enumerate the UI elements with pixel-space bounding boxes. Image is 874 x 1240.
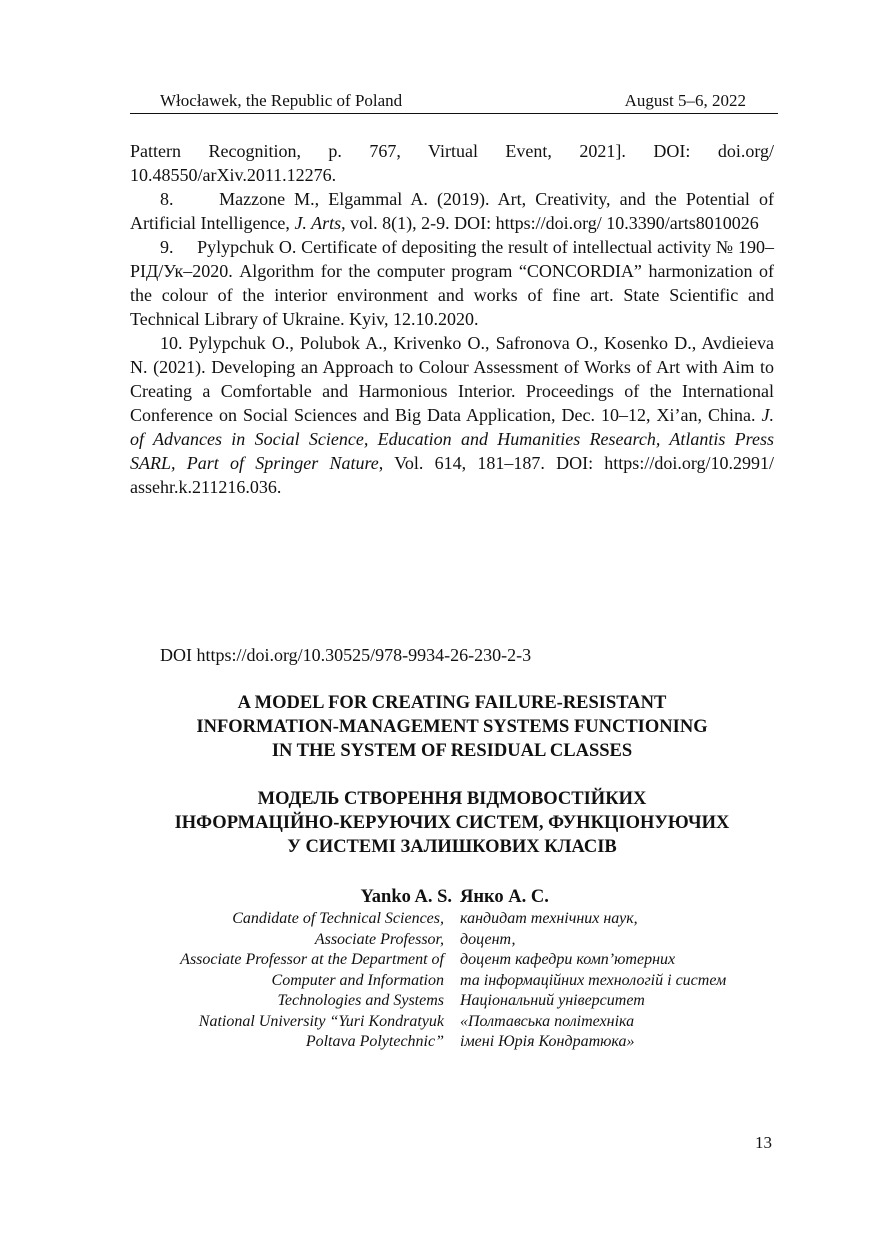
running-header	[130, 89, 778, 114]
article-title-english: A MODEL FOR CREATING FAILURE-RESISTANT INFORMATION-MANAGEMENT SYSTEMS FUNCTIONING IN THE SYSTEM OF RESIDUAL CLASSES	[196, 693, 708, 761]
article-doi: DOI https://doi.org/10.30525/978-9934-26-230-2-3	[160, 645, 532, 665]
author-ukrainian	[460, 885, 790, 1053]
author-english	[104, 885, 452, 1053]
page-number: 13	[755, 1133, 772, 1152]
header-location: Włocławek, the Republic of Poland	[160, 91, 403, 110]
author-name-english: Yanko A. S.	[360, 887, 452, 907]
reference-item-8: 8. Mazzone M., Elgammal A. (2019). Art, Creativity, and the Potential of Artificial Intelligence, J. Arts, vol. 8(1), 2-9. DOI: https://doi.org/ 10.3390/arts8010026	[130, 189, 774, 233]
affiliation-ukrainian: кандидат технічних наук, доцент, доцент кафедри комп’ютерних та інформаційних технологій і систем Національний університет «Полтавська політехніка імені Юрія Кондратюка»	[460, 910, 727, 1050]
journal-name: J. of Advances in Social Science, Education and Humanities Research, Atlantis Press SARL, Part of Springer Nature	[130, 405, 774, 473]
reference-continuation-end: 10.48550/arXiv.2011.12276.	[130, 165, 337, 185]
author-name-ukrainian: Янко А. С.	[460, 887, 549, 907]
reference-item-10: 10. Pylypchuk O., Polubok A., Krivenko O., Safronova O., Kosenko D., Avdieieva N. (2021). Developing an Approach to Colour Assessment of Works of Art with Aim to Creating a Comfortable and Harmonious Interior. Proceedings of the International Conference on Social Sciences and Big Data Application, Dec. 10–12, Xi’an, China. J. of Advances in Social Science, Education and Humanities Research, Atlantis Press SARL, Part of Springer Nature, Vol. 614, 181–187. DOI: https://doi.org/10.2991/ assehr.k.211216.036.	[130, 333, 774, 497]
reference-number: 8.	[160, 189, 174, 209]
header-date: August 5–6, 2022	[624, 91, 746, 110]
reference-continuation: Pattern Recognition, p. 767, Virtual Event, 2021]. DOI: doi.org/	[130, 141, 774, 161]
reference-list	[130, 139, 774, 499]
affiliation-english: Candidate of Technical Sciences, Associate Professor, Associate Professor at the Department of Computer and Information Technologies and Systems National University “Yuri Kondratyuk Poltava Polytechnic”	[180, 910, 444, 1050]
journal-name: J. Arts	[294, 213, 342, 233]
article-title-ukrainian: МОДЕЛЬ СТВОРЕННЯ ВІДМОВОСТІЙКИХ ІНФОРМАЦІЙНО-КЕРУЮЧИХ СИСТЕМ, ФУНКЦІОНУЮЧИХ У СИСТЕМІ ЗАЛИШКОВИХ КЛАСІВ	[174, 789, 730, 857]
reference-number: 10.	[160, 333, 183, 353]
reference-number: 9.	[160, 237, 174, 257]
reference-item-9: 9. Pylypchuk O. Certificate of depositing the result of intellectual activity № 190–РІД/Ук–2020. Algorithm for the computer program “CONCORDIA” harmonization of the colour of the interior environment and works of fine art. State Scientific and Technical Library of Ukraine. Kyiv, 12.10.2020.	[130, 237, 775, 329]
